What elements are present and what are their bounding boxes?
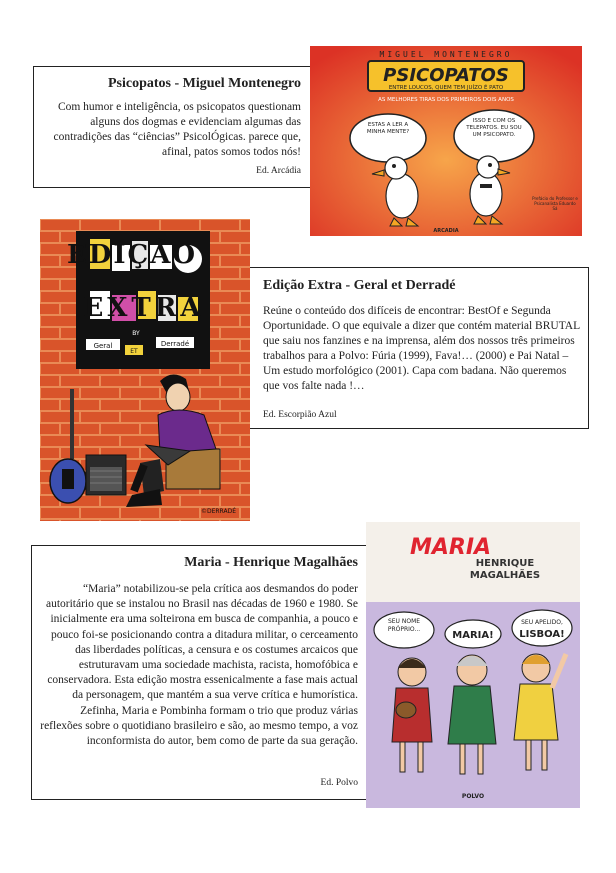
cover-tagline: ENTRE LOUCOS, QUEM TEM JUÍZO É PATO (388, 85, 504, 91)
cover-imprint: ARCADIA (433, 228, 459, 234)
book-title: Edição Extra - Geral et Derradé (263, 278, 456, 293)
bubble-right-text: ISSO E COM OS TELEPATOS. EU SOU UM PSICOPATO. (466, 118, 522, 138)
cover-author-right: Derradé (160, 340, 190, 348)
cover-logo: PSICOPATOS (383, 65, 509, 86)
bubble-left-text: ESTÁS A LER A MINHA MENTE? (366, 122, 410, 135)
bubble-mid-text: MARIA! (452, 630, 494, 641)
book-title: Psicopatos - Miguel Montenegro (108, 76, 301, 91)
cover-edicao-extra (40, 219, 250, 521)
cover-imprint: POLVO (461, 793, 485, 800)
bubble-right-text-1: SEU APELIDO, (521, 619, 563, 626)
book-publisher: Ed. Escorpião Azul (263, 410, 337, 420)
book-title: Maria - Henrique Magalhães (184, 555, 358, 570)
amplifier-illustration (86, 455, 126, 495)
bubble-right-text-2: LISBOA! (519, 629, 565, 640)
book-description: “Maria” notabilizou-se pela crítica aos desmandos do poder autoritário que se instalou no Brasil nas décadas de 1960 e 1980. Se inicialmente era uma solteirona em busca de companhia, a pouco e pouco foi-se posicionando contra a ditadura militar, o cerceamento das liberdades políticas, a censura e os costumes arcaicos que estruturavam uma sociedade machista, racista, homofóbica e conservadora. Esta edição mostra essenicalmente a fase mais actual da personagem, que mantém a sua verve crítica e humorística. Zefinha, Maria e Pombinha formam o trio que produz várias reflexões sobre o quotidiano brasileiro e são, ao mesmo tempo, a voz inconformista do autor, bem como de parte da sua geração. (40, 583, 358, 748)
cover-signature: ©DERRADÉ (200, 508, 236, 515)
maria-cover-art (366, 522, 580, 808)
cover-by: BY (132, 330, 140, 337)
edicao-extra-cover-art (40, 219, 250, 521)
cover-author-mid: ET (130, 348, 138, 355)
cover-subtitle: AS MELHORES TIRAS DOS PRIMEIROS DOIS ANOS (378, 97, 514, 103)
book-description: Com humor e inteligência, os psicopatos questionam alguns dos dogmas e evidenciam algumas das contradições das “ciências” PsicolÓgicas. parece que, afinal, patos somos todos nós! (53, 101, 301, 158)
cover-maria (366, 522, 580, 808)
book-publisher: Ed. Polvo (320, 778, 358, 788)
cover-logo-line2: EXTRA (83, 293, 205, 323)
psicopatos-cover-art (310, 46, 582, 236)
cover-preface: Prefácio do Professor e Psicanalista Eduardo Sá (532, 196, 578, 211)
cover-author: MIGUEL MONTENEGRO (379, 50, 513, 59)
cover-author: HENRIQUE MAGALHÃES (469, 558, 541, 581)
cover-author-left: Geral (93, 342, 113, 350)
cover-logo: MARIA (410, 535, 492, 560)
cover-psicopatos (310, 46, 582, 236)
bubble-left-text: SEU NOME PRÓPRIO... (387, 618, 421, 633)
cover-logo-line1: EDIÇÃO (66, 240, 198, 270)
book-publisher: Ed. Arcádia (256, 166, 301, 176)
speech-bubble-right (512, 610, 572, 646)
book-description: Reúne o conteúdo dos difíceis de encontrar: BestOf e Segunda Oportunidade. O que equivale a dizer que contém material BRUTAL que saiu nos fanzines e na imprensa, além dos nossos três primeiros trabalhos para a Polvo: Fúria (1999), Fava!… (2000) e Pai Natal – Um estudo morfológico (2001). Capa com badana. Não queremos que vos falte nada !… (263, 305, 580, 392)
